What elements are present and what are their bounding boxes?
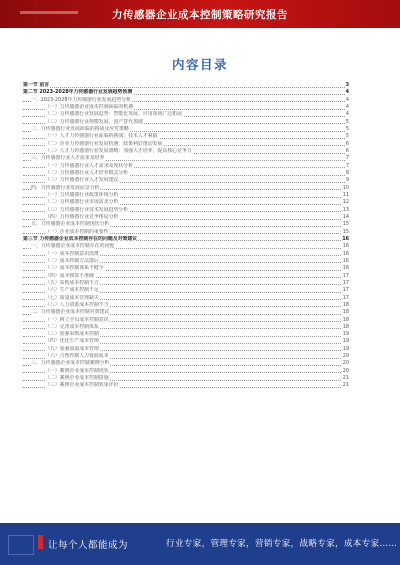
toc-entry[interactable] — [23, 214, 349, 221]
toc-entry[interactable] — [23, 382, 349, 389]
toc-page-number: 18 — [342, 316, 349, 323]
toc-entry[interactable] — [23, 295, 349, 302]
footer-slogan-right: 行业专家，管理专家，营销专家，战略专家，成本专家…… — [166, 539, 398, 549]
toc-entry-label: （八）人力资源成本控制不当 — [45, 301, 109, 308]
toc-entry[interactable] — [23, 368, 349, 375]
toc-page-number: 10 — [342, 184, 349, 191]
toc-entry-label: （四）成本核算不准确 — [45, 272, 94, 279]
toc-page-number: 6 — [345, 140, 349, 147]
toc-entry[interactable] — [23, 273, 349, 280]
toc-entry-label: （五）加强质量成本管理 — [45, 345, 99, 352]
toc-page-number: 20 — [342, 360, 349, 367]
toc-entry-label: （三）力传感器行业人才发展建议 — [45, 177, 119, 184]
toc-entry[interactable] — [23, 251, 349, 258]
toc-entry-label: 第二节 2023-2028年力传感器行业发展趋势预测 — [23, 89, 133, 96]
toc-entry-label: （六）合理控制人力资源成本 — [45, 353, 109, 360]
toc-entry[interactable] — [23, 97, 349, 104]
toc-entry[interactable] — [23, 163, 349, 170]
toc-page-number: 4 — [345, 103, 349, 110]
toc-page-number: 12 — [342, 199, 349, 206]
toc-entry[interactable] — [23, 170, 349, 177]
toc-page-number: 19 — [342, 338, 349, 345]
toc-page-number: 4 — [345, 111, 349, 118]
toc-entry-label: （四）力传感器行业竞争格局分析 — [45, 213, 119, 220]
toc-page-number: 4 — [345, 89, 349, 96]
toc-page-number: 8 — [345, 169, 349, 176]
toc-entry-label: 二、力传感器企业成本控制对策建议 — [31, 309, 110, 316]
toc-entry[interactable] — [23, 258, 349, 265]
toc-entry[interactable] — [23, 346, 349, 353]
toc-page-number: 15 — [342, 228, 349, 235]
toc-page-number: 20 — [342, 353, 349, 360]
toc-page-number: 16 — [342, 250, 349, 257]
toc-entry-label: 五、力传感器企业成本控制现状分析 — [31, 221, 110, 228]
toc-page-number: 16 — [342, 243, 349, 250]
toc-entry-label: 一、力传感器企业成本控制存在的问题 — [31, 243, 115, 250]
report-title: 力传感器企业成本控制策略研究报告 — [112, 9, 288, 21]
toc-heading: 内容目录 — [171, 57, 228, 72]
toc-entry[interactable] — [23, 338, 349, 345]
footer-logo — [8, 535, 34, 555]
toc-page-number: 18 — [342, 301, 349, 308]
toc-page-number: 18 — [342, 323, 349, 330]
toc-page-number: 16 — [342, 235, 349, 242]
toc-entry-label: （二）力传感器行业市场需求分析 — [45, 199, 119, 206]
toc-page-number: 17 — [342, 272, 349, 279]
toc-entry-label: （二）完善成本控制体系 — [45, 323, 99, 330]
toc-entry-label: （一）树立全员成本控制意识 — [45, 316, 109, 323]
toc-entry-label: （一）案例企业成本控制现状 — [45, 367, 109, 374]
toc-entry[interactable] — [23, 82, 349, 89]
toc-entry[interactable] — [23, 280, 349, 287]
toc-page-number: 17 — [342, 287, 349, 294]
toc-entry[interactable] — [23, 331, 349, 338]
toc-entry[interactable] — [23, 133, 349, 140]
toc-page-number: 17 — [342, 294, 349, 301]
toc-entry-label: 三、力传感器行业人才需求及培养 — [31, 155, 105, 162]
toc-page-number: 11 — [342, 191, 349, 198]
toc-entry[interactable] — [23, 229, 349, 236]
toc-entry-label: （二）案例企业成本控制措施 — [45, 375, 109, 382]
report-header-banner — [0, 0, 400, 28]
toc-entry[interactable] — [23, 111, 349, 118]
toc-entry-label: （三）力传感器行业技术发展趋势分析 — [45, 206, 129, 213]
toc-entry-label: （一）人才力传感器行业面临的挑战：技术人才紧缺 — [45, 133, 158, 140]
toc-entry[interactable] — [23, 192, 349, 199]
toc-entry[interactable] — [23, 360, 349, 367]
toc-entry-label: （三）成本控制体系不健全 — [45, 265, 104, 272]
toc-entry[interactable] — [23, 324, 349, 331]
footer-slogan-left: 让每个人都能成为 — [48, 540, 129, 551]
toc-entry-label: 三、力传感器企业成本控制案例分析 — [31, 360, 110, 367]
toc-entry[interactable] — [23, 126, 349, 133]
toc-page-number: 20 — [342, 367, 349, 374]
toc-entry[interactable] — [23, 177, 349, 184]
toc-entry[interactable] — [23, 243, 349, 250]
toc-entry[interactable] — [23, 353, 349, 360]
toc-entry[interactable] — [23, 141, 349, 148]
toc-entry-label: （一）企业成本控制的重要性 — [45, 228, 109, 235]
toc-leader-dots — [23, 87, 349, 88]
toc-page-number: 19 — [342, 345, 349, 352]
toc-page-number: 21 — [342, 382, 349, 389]
table-of-contents — [23, 82, 349, 390]
toc-entry[interactable] — [23, 375, 349, 382]
toc-entry-label: （一）力传感器行业政策环境分析 — [45, 191, 119, 198]
toc-page-number: 5 — [345, 133, 349, 140]
toc-entry-label: （二）成本控制方法落后 — [45, 257, 99, 264]
toc-entry-label: （三）案例企业成本控制效果评价 — [45, 382, 119, 389]
toc-entry[interactable] — [23, 309, 349, 316]
toc-entry-label: （二）力传感器行业人才培养模式分析 — [45, 169, 129, 176]
toc-entry[interactable] — [23, 287, 349, 294]
toc-entry[interactable] — [23, 89, 349, 96]
toc-entry-label: （一）成本控制意识淡薄 — [45, 250, 99, 257]
toc-page-number: 7 — [345, 155, 349, 162]
toc-page-number: 6 — [345, 147, 349, 154]
toc-entry[interactable] — [23, 185, 349, 192]
toc-entry[interactable] — [23, 302, 349, 309]
toc-entry-label: （二）企业力传感器行业发展机遇：政策利好推动发展 — [45, 140, 163, 147]
footer-accent-bar — [38, 535, 43, 549]
footer-banner — [0, 523, 400, 565]
toc-entry-label: （六）生产成本控制不足 — [45, 287, 99, 294]
toc-entry[interactable] — [23, 199, 349, 206]
toc-entry[interactable] — [23, 148, 349, 155]
toc-page-number: 14 — [342, 213, 349, 220]
toc-entry-label: （一）力传感器企业成本控制面临的机遇 — [45, 103, 134, 110]
toc-entry-label: （三）加强采购成本控制 — [45, 331, 99, 338]
toc-page-number: 17 — [342, 279, 349, 286]
toc-page-number: 3 — [345, 82, 349, 88]
toc-page-number: 5 — [345, 118, 349, 125]
toc-entry[interactable] — [23, 119, 349, 126]
toc-entry[interactable] — [23, 207, 349, 214]
toc-page-number: 16 — [342, 265, 349, 272]
toc-entry-label: 二、力传感器行业发展面临的挑战及应对策略 — [31, 125, 129, 132]
toc-entry[interactable] — [23, 317, 349, 324]
toc-entry-label: 第三节 力传感器企业成本控制存在的问题及对策建议 — [23, 235, 138, 242]
toc-page-number: 19 — [342, 331, 349, 338]
toc-entry-label: （五）采购成本控制不力 — [45, 279, 99, 286]
toc-entry-label: （一）力传感器行业人才需求及现状分析 — [45, 162, 134, 169]
toc-page-number: 5 — [345, 125, 349, 132]
toc-entry[interactable] — [23, 221, 349, 228]
toc-entry-label: 四、力传感器行业发展前景分析 — [31, 184, 100, 191]
toc-entry-label: （三）人才力传感器行业发展策略：加强人才培养，提高核心竞争力 — [45, 147, 192, 154]
toc-entry[interactable] — [23, 236, 349, 243]
toc-entry[interactable] — [23, 155, 349, 162]
toc-page-number: 15 — [342, 221, 349, 228]
toc-page-number: 7 — [345, 162, 349, 169]
toc-page-number: 18 — [342, 309, 349, 316]
toc-entry[interactable] — [23, 104, 349, 111]
toc-page-number: 4 — [345, 96, 349, 103]
toc-page-number: 13 — [342, 206, 349, 213]
toc-entry-label: （三）力传感器行业规模发展，国产替代加速 — [45, 118, 143, 125]
toc-page-number: 21 — [342, 375, 349, 382]
toc-entry-label: （七）质量成本管理缺失 — [45, 294, 99, 301]
toc-entry-label: （二）力传感器行业发展趋势：智能化发展，应用领域广泛拓展 — [45, 111, 182, 118]
toc-entry[interactable] — [23, 265, 349, 272]
toc-entry-label: 第一节 前言 — [23, 82, 50, 88]
toc-entry-label: 一、2023-2028年力传感器行业发展趋势分析 — [31, 96, 132, 103]
toc-page-number: 9 — [345, 177, 349, 184]
toc-page-number: 16 — [342, 257, 349, 264]
toc-entry-label: （四）优化生产成本管理 — [45, 338, 99, 345]
